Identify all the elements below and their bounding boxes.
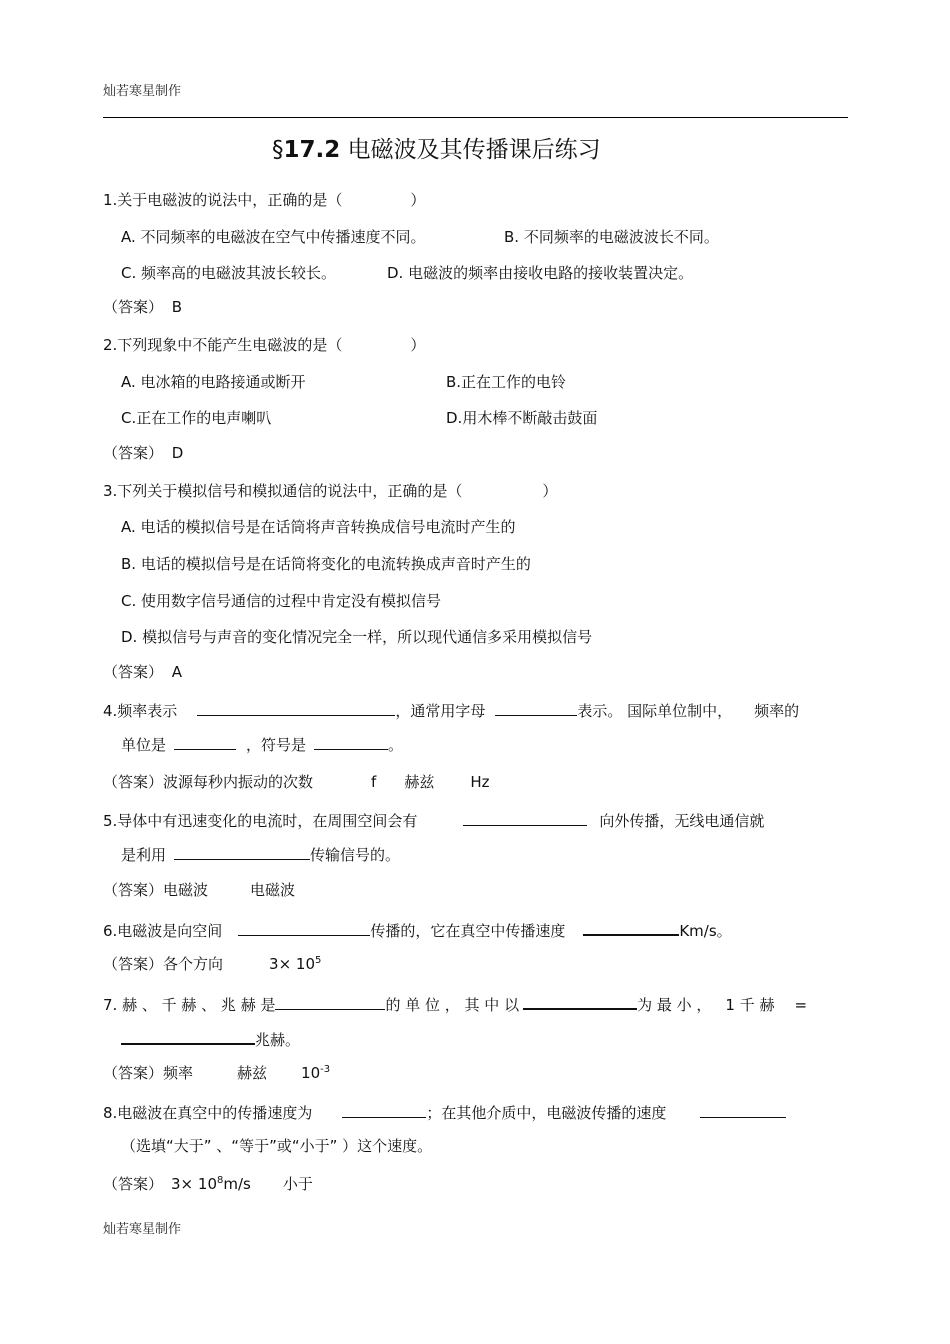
q4-text-1: 4.频率表示 <box>103 702 178 720</box>
question-3-option-b: B. 电话的模拟信号是在话筒将变化的电流转换成声音时产生的 <box>121 555 531 573</box>
blank-definition <box>197 700 395 716</box>
answer-label: （答案） <box>103 1175 164 1193</box>
answer-value: A <box>171 663 183 681</box>
question-7-answer <box>103 1063 330 1083</box>
stem-text: 1.关于电磁波的说法中，正确的是（ <box>103 191 343 209</box>
header-producer: 灿若寒星制作 <box>103 84 182 99</box>
answer-value-1: 3× 10 <box>171 1175 217 1193</box>
question-3-option-a: A. 电话的模拟信号是在话筒将声音转换成信号电流时产生的 <box>121 518 516 536</box>
q4-text-3: 表示。 国际单位制中， <box>577 702 733 720</box>
question-1-option-b: B. 不同频率的电磁波波长不同。 <box>504 228 719 246</box>
answer-label: （答案） <box>103 955 164 973</box>
answer-value-4: Hz <box>470 773 490 791</box>
blank-symbol <box>314 734 388 750</box>
header-rule <box>103 117 848 118</box>
footer-producer: 灿若寒星制作 <box>103 1222 182 1237</box>
answer-value: B <box>171 298 183 316</box>
blank-speed <box>583 919 679 936</box>
question-1-answer <box>103 297 182 317</box>
q4-text-7: 。 <box>388 736 404 754</box>
q7-text-4: 1 千 赫 <box>725 996 775 1014</box>
blank-wave <box>463 810 587 826</box>
question-4-line-1 <box>103 700 799 721</box>
answer-label: （答案） <box>103 663 164 681</box>
question-8-line-1 <box>103 1102 786 1123</box>
blank-smallest <box>523 993 637 1010</box>
question-1-option-d: D. 电磁波的频率由接收电路的接收装置决定。 <box>387 264 694 282</box>
q7-text-6: 兆赫。 <box>255 1031 301 1049</box>
q5-text-4: 传输信号的。 <box>310 846 401 864</box>
answer-label: （答案） <box>103 444 164 462</box>
answer-value-3: 赫兹 <box>404 773 435 791</box>
q5-text-2: 向外传播，无线电通信就 <box>599 812 765 830</box>
q6-text-1: 6.电磁波是向空间 <box>103 922 223 940</box>
question-3-answer <box>103 662 182 682</box>
question-2-option-d: D.用木棒不断敲击鼓面 <box>446 409 598 427</box>
stem-text: 2.下列现象中不能产生电磁波的是（ <box>103 336 343 354</box>
question-2-option-b: B.正在工作的电铃 <box>446 373 567 391</box>
q6-text-2: 传播的，它在真空中传播速度 <box>370 922 566 940</box>
answer-value-1: 频率 <box>163 1064 194 1082</box>
question-8-line-2: （选填“大于” 、“等于”或“小于” ）这个速度。 <box>121 1137 433 1155</box>
question-4-line-2 <box>121 734 403 755</box>
q7-text-3: 为 最 小 ， <box>637 996 712 1014</box>
answer-label: （答案） <box>103 298 164 316</box>
answer-value-2: 赫兹 <box>237 1064 268 1082</box>
answer-value-2: 3× 10 <box>269 955 315 973</box>
answer-exponent: 8 <box>216 1175 224 1186</box>
question-5-line-2 <box>121 844 400 865</box>
stem-close: ） <box>542 482 558 500</box>
q8-text-1: 8.电磁波在真空中的传播速度为 <box>103 1104 313 1122</box>
q7-text-1: 7. 赫 、 千 赫 、 兆 赫 是 <box>103 996 276 1014</box>
blank-comparison <box>700 1102 786 1118</box>
answer-unit: m/s <box>223 1175 251 1193</box>
question-8-answer <box>103 1174 313 1194</box>
question-5-line-1 <box>103 810 764 831</box>
question-7-line-1 <box>103 993 807 1015</box>
answer-label: （答案） <box>103 1064 164 1082</box>
question-4-answer <box>103 772 489 792</box>
q8-text-2: ；在其他介质中，电磁波传播的速度 <box>426 1104 667 1122</box>
question-1-stem <box>103 190 425 210</box>
answer-exponent: 5 <box>315 955 322 966</box>
answer-value-1: 波源每秒内振动的次数 <box>163 773 314 791</box>
stem-text: 3.下列关于模拟信号和模拟通信的说法中，正确的是（ <box>103 482 463 500</box>
page-title <box>272 131 601 164</box>
answer-value-2: 电磁波 <box>250 881 296 899</box>
stem-close: ） <box>410 191 426 209</box>
answer-value-1: 电磁波 <box>163 881 209 899</box>
blank-conversion <box>121 1028 255 1045</box>
stem-close: ） <box>410 336 426 354</box>
q5-text-1: 5.导体中有迅速变化的电流时，在周围空间会有 <box>103 812 418 830</box>
answer-value-2: 小于 <box>282 1175 313 1193</box>
answer-value-2: f <box>371 773 377 791</box>
question-5-answer <box>103 880 295 900</box>
section-sign: § <box>272 137 284 163</box>
question-3-stem <box>103 481 557 501</box>
q5-text-3: 是利用 <box>121 846 167 864</box>
blank-unit <box>174 734 236 750</box>
q7-text-2: 的 单 位 ， 其 中 以 <box>385 996 520 1014</box>
question-6-answer <box>103 954 321 974</box>
answer-label: （答案） <box>103 773 164 791</box>
q4-text-5: 单位是 <box>121 736 167 754</box>
answer-value-3: 10 <box>301 1064 321 1082</box>
q4-text-4: 频率的 <box>754 702 800 720</box>
answer-value-1: 各个方向 <box>163 955 224 973</box>
blank-quantity <box>275 994 385 1010</box>
blank-direction <box>238 920 370 936</box>
question-6-line-1 <box>103 919 732 941</box>
answer-label: （答案） <box>103 881 164 899</box>
question-7-line-2 <box>121 1028 300 1050</box>
q7-text-5: = <box>794 996 808 1014</box>
question-2-option-c: C.正在工作的电声喇叭 <box>121 409 272 427</box>
q4-text-2: ，通常用字母 <box>395 702 486 720</box>
answer-value: D <box>171 444 184 462</box>
q6-text-3: Km/s。 <box>679 922 732 940</box>
title-text: 电磁波及其传播课后练习 <box>347 137 601 163</box>
answer-exponent: -3 <box>320 1064 331 1075</box>
q4-text-6: ，符号是 <box>246 736 307 754</box>
blank-medium <box>174 844 310 860</box>
question-1-option-a: A. 不同频率的电磁波在空气中传播速度不同。 <box>121 228 426 246</box>
question-1-option-c: C. 频率高的电磁波其波长较长。 <box>121 264 337 282</box>
question-2-answer <box>103 443 183 463</box>
question-3-option-c: C. 使用数字信号通信的过程中肯定没有模拟信号 <box>121 592 442 610</box>
question-2-stem <box>103 335 425 355</box>
section-number: 17.2 <box>283 137 341 163</box>
blank-vacuum-speed <box>342 1102 426 1118</box>
question-2-option-a: A. 电冰箱的电路接通或断开 <box>121 373 306 391</box>
question-3-option-d: D. 模拟信号与声音的变化情况完全一样，所以现代通信多采用模拟信号 <box>121 628 593 646</box>
blank-letter <box>495 700 577 716</box>
